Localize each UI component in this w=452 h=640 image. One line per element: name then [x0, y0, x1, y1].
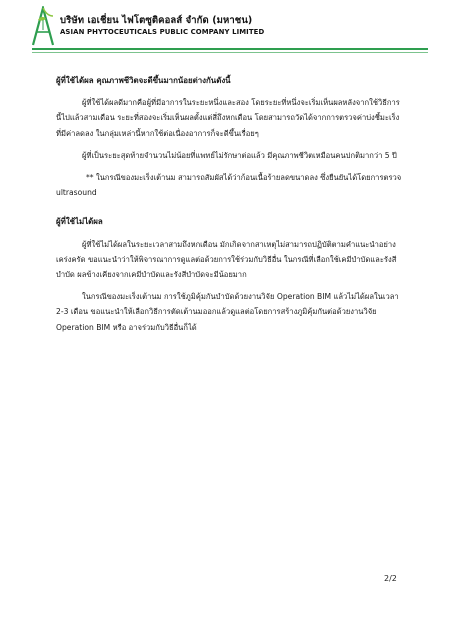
company-name-english: ASIAN PHYTOCEUTICALS PUBLIC COMPANY LIMITED — [60, 28, 265, 36]
page-number: 2/2 — [384, 574, 397, 583]
page-header — [0, 0, 452, 58]
paragraph-ineffective-results: ผู้ที่ใช้ไม่ได้ผลในระยะเวลาสามถึงหกเดือน มักเกิดจากสาเหตุไม่สามารถปฏิบัติตามคำแนะนำอย่างเคร่งครัด ขอแนะนำว่าให้พิจารณาการดูแลต่อด้วยการใช้ร่วมกับวิธีอื่น ในกรณีที่เลือกใช้เคมีบำบัดและรังสีบำบัด ผลข้างเคียงจากเคมีบำบัดและรังสีบำบัดจะมีน้อยมาก — [56, 239, 397, 280]
company-name-thai: บริษัท เอเชี่ยน ไฟโตซูติคอลส์ จำกัด (มหาชน) — [60, 15, 253, 26]
section-heading-effective: ผู้ที่ใช้ได้ผล คุณภาพชีวิตจะดีขึ้นมากน้อยต่างกันดังนี้ — [56, 76, 231, 85]
paragraph-late-stage: ผู้ที่เป็นระยะสุดท้ายจำนวนไม่น้อยที่แพทย์ไม่รักษาต่อแล้ว มีคุณภาพชีวิตเหมือนคนปกติมากว่า 5 ปี — [82, 150, 397, 160]
company-logo — [32, 6, 54, 46]
header-divider-thin — [32, 52, 428, 53]
header-divider — [32, 48, 428, 50]
document-body — [56, 73, 404, 335]
paragraph-operation-bim: ในกรณีของมะเร็งเต้านม การใช้ภูมิคุ้มกันบำบัดด้วยงานวิจัย Operation BIM แล้วไม่ได้ผลในเวลา 2-3 เดือน ขอแนะนำให้เลือกวิธีการตัดเต้านมออกแล้วดูแลต่อโดยการสร้างภูมิคุ้มกันต่อด้วยงานวิจัย Operation BIM หรือ อาจร่วมกับวิธีอื่นก็ได้ — [56, 292, 399, 332]
paragraph-breast-cancer-note: ** ในกรณีของมะเร็งเต้านม สามารถสัมผัสได้ว่าก้อนเนื้อร้ายลดขนาดลง ซึ่งยืนยันได้โดยการตรวจ ultrasound — [56, 173, 402, 198]
section-heading-ineffective: ผู้ที่ใช้ไม่ได้ผล — [56, 217, 103, 227]
paragraph-effective-results: ผู้ที่ใช้ได้ผลดีมากคือผู้ที่มีอาการในระยะหนึ่งและสอง โดยระยะที่หนึ่งจะเริ่มเห็นผลหลังจากใช้วิธีการนี้ไปแล้วสามเดือน ระยะที่สองจะเริ่มเห็นผลตั้งแต่สี่ถึงหกเดือน โดยสามารถวัดได้จากการตรวจค่าบ่งชี้มะเร็งที่มีค่าลดลง ในกลุ่มเหล่านี้หากใช้ต่อเนื่องอาการก็จะดีขึ้นเรื่อยๆ — [56, 98, 400, 138]
